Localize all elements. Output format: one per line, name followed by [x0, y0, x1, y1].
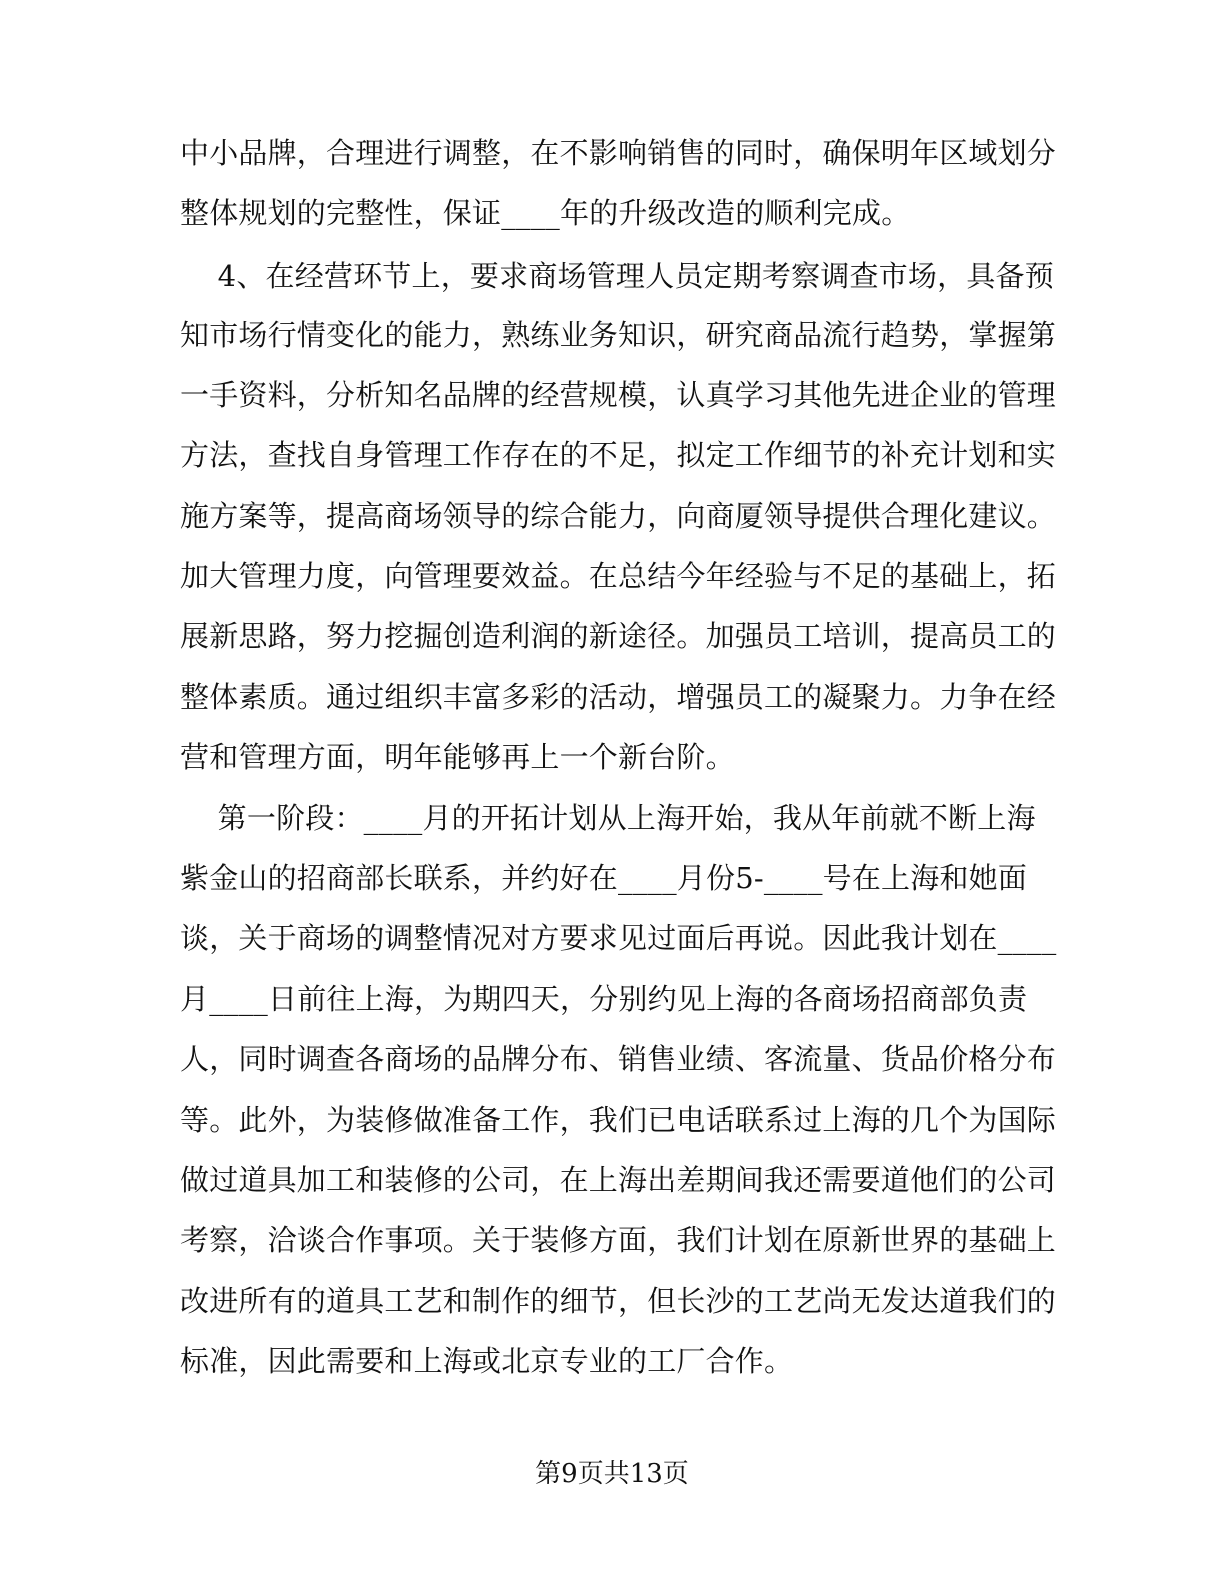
text-line: 月____日前往上海，为期四天，分别约见上海的各商场招商部负责 — [180, 982, 1028, 1016]
text-line: 展新思路，努力挖掘创造利润的新途径。加强员工培训，提高员工的 — [180, 619, 1057, 653]
text-line: 谈，关于商场的调整情况对方要求见过面后再说。因此我计划在____ — [180, 921, 1057, 955]
text-line: 加大管理力度，向管理要效益。在总结今年经验与不足的基础上，拓 — [180, 559, 1057, 593]
text-line: 标准，因此需要和上海或北京专业的工厂合作。 — [180, 1344, 794, 1378]
text-line: 中小品牌，合理进行调整，在不影响销售的同时，确保明年区域划分 — [180, 136, 1057, 170]
text-line: 施方案等，提高商场领导的综合能力，向商厦领导提供合理化建议。 — [180, 499, 1057, 533]
text-line: 整体素质。通过组织丰富多彩的活动，增强员工的凝聚力。力争在经 — [180, 680, 1057, 714]
text-line: 整体规划的完整性，保证____年的升级改造的顺利完成。 — [180, 196, 911, 230]
text-line: 人，同时调查各商场的品牌分布、销售业绩、客流量、货品价格分布 — [180, 1042, 1057, 1076]
text-line: 一手资料，分析知名品牌的经营规模，认真学习其他先进企业的管理 — [180, 378, 1057, 412]
text-line: 考察，洽谈合作事项。关于装修方面，我们计划在原新世界的基础上 — [180, 1223, 1057, 1257]
page-number-footer: 第9页共13页 — [535, 1459, 689, 1489]
text-line: 4、在经营环节上，要求商场管理人员定期考察调查市场，具备预 — [180, 259, 1054, 293]
text-line: 紫金山的招商部长联系，并约好在____月份5-____号在上海和她面 — [180, 861, 1028, 895]
text-line: 知市场行情变化的能力，熟练业务知识，研究商品流行趋势，掌握第 — [180, 318, 1057, 352]
text-line: 做过道具加工和装修的公司，在上海出差期间我还需要道他们的公司 — [180, 1163, 1057, 1197]
text-line: 改进所有的道具工艺和制作的细节，但长沙的工艺尚无发达道我们的 — [180, 1284, 1057, 1318]
text-line: 营和管理方面，明年能够再上一个新台阶。 — [180, 740, 735, 774]
text-line: 等。此外，为装修做准备工作，我们已电话联系过上海的几个为国际 — [180, 1103, 1057, 1137]
text-line: 方法，查找自身管理工作存在的不足，拟定工作细节的补充计划和实 — [180, 438, 1057, 472]
text-line: 第一阶段：____月的开拓计划从上海开始，我从年前就不断上海 — [180, 801, 1036, 835]
